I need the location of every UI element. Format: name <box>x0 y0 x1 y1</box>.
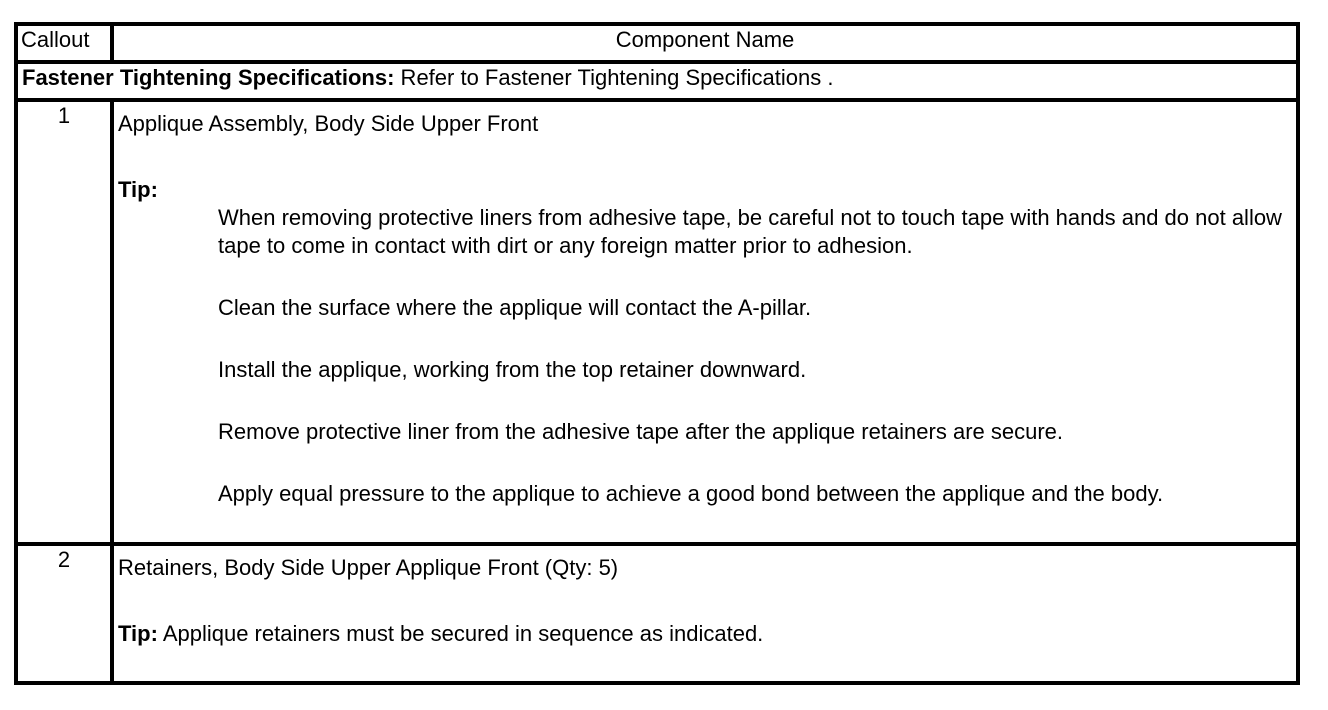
tip-step: Remove protective liner from the adhesive tape after the applique retainers are secure. <box>218 419 1064 444</box>
table-row <box>16 100 1298 544</box>
fastener-spec-cell <box>16 62 1298 100</box>
component-table <box>14 22 1300 685</box>
callout-number: 2 <box>16 544 112 683</box>
callout-column-header: Callout <box>16 24 112 62</box>
tip-label: Tip: <box>118 621 158 646</box>
tip-step: When removing protective liners from adhesive tape, be careful not to touch tape with hands and do not allow tape to come in contact with dirt or any foreign matter prior to adhesion. <box>218 205 1282 258</box>
tip-note <box>118 620 1292 648</box>
component-name: Applique Assembly, Body Side Upper Front <box>118 111 539 136</box>
callout-number: 1 <box>16 100 112 544</box>
fastener-spec-text: Refer to Fastener Tightening Specifications . <box>394 65 834 90</box>
fastener-spec-label: Fastener Tightening Specifications: <box>22 65 395 90</box>
table-row <box>16 544 1298 683</box>
table-header-row <box>16 24 1298 62</box>
component-name: Retainers, Body Side Upper Applique Front (Qty: 5) <box>118 555 619 580</box>
component-cell <box>112 100 1298 544</box>
tip-steps-list <box>218 204 1292 508</box>
tip-step: Clean the surface where the applique will contact the A-pillar. <box>218 295 812 320</box>
tip-text: Applique retainers must be secured in sequence as indicated. <box>157 621 764 646</box>
tip-step: Install the applique, working from the top retainer downward. <box>218 357 807 382</box>
tip-label: Tip: <box>118 177 158 202</box>
tip-step: Apply equal pressure to the applique to achieve a good bond between the applique and the body. <box>218 481 1164 506</box>
component-name-column-header: Component Name <box>112 24 1298 62</box>
fastener-spec-row <box>16 62 1298 100</box>
component-cell <box>112 544 1298 683</box>
